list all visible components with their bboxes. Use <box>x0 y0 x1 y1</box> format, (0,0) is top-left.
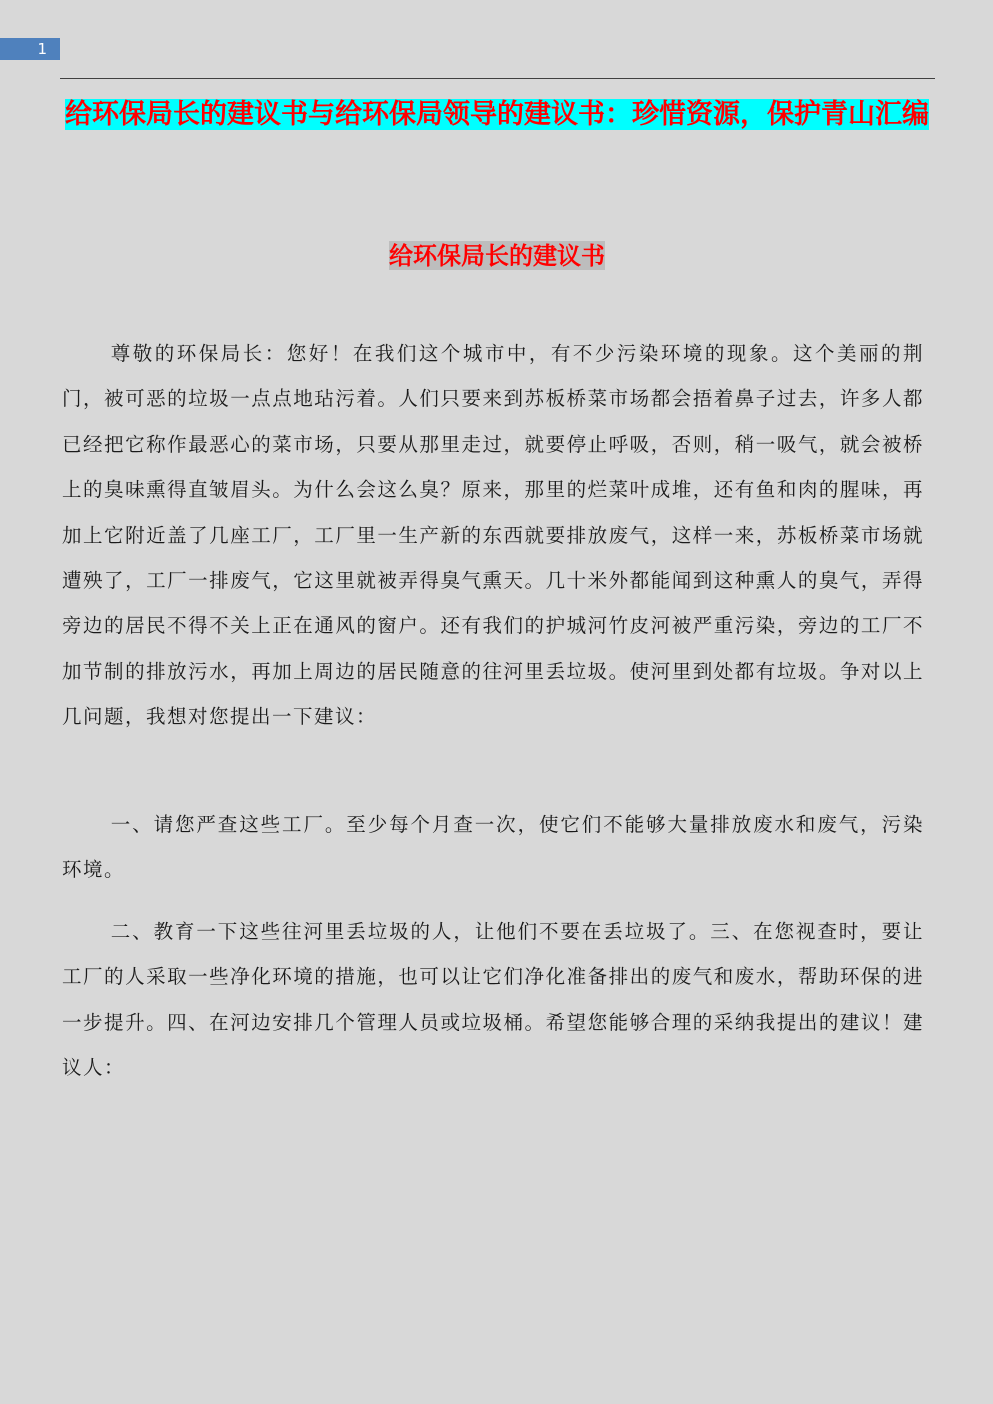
section-title-text: 给环保局长的建议书 <box>389 241 605 270</box>
document-title-text: 给环保局长的建议书与给环保局领导的建议书：珍惜资源，保护青山汇编 <box>65 99 929 130</box>
document-title <box>62 96 932 133</box>
header-divider <box>60 78 935 79</box>
section-title <box>62 238 932 274</box>
body-paragraph: 二、教育一下这些往河里丢垃圾的人，让他们不要在丢垃圾了。三、在您视查时，要让工厂的人采取一些净化环境的措施，也可以让它们净化准备排出的废气和废水，帮助环保的进一步提升。四、在河边安排几个管理人员或垃圾桶。希望您能够合理的采纳我提出的建议！建议人： <box>62 920 924 1080</box>
body-paragraph: 尊敬的环保局长：您好！在我们这个城市中，有不少污染环境的现象。这个美丽的荆门，被可恶的垃圾一点点地玷污着。人们只要来到苏板桥菜市场都会捂着鼻子过去，许多人都已经把它称作最恶心的菜市场，只要从那里走过，就要停止呼吸，否则，稍一吸气，就会被桥上的臭味熏得直皱眉头。为什么会这么臭？原来，那里的烂菜叶成堆，还有鱼和肉的腥味，再加上它附近盖了几座工厂，工厂里一生产新的东西就要排放废气，这样一来，苏板桥菜市场就遭殃了，工厂一排废气，它这里就被弄得臭气熏天。几十米外都能闻到这种熏人的臭气，弄得旁边的居民不得不关上正在通风的窗户。还有我们的护城河竹皮河被严重污染，旁边的工厂不加节制的排放污水，再加上周边的居民随意的往河里丢垃圾。使河里到处都有垃圾。争对以上几问题，我想对您提出一下建议： <box>62 342 924 729</box>
page-number-badge: 1 <box>0 38 60 60</box>
body-paragraph: 一、请您严查这些工厂。至少每个月查一次，使它们不能够大量排放废水和废气，污染环境。 <box>62 813 924 882</box>
